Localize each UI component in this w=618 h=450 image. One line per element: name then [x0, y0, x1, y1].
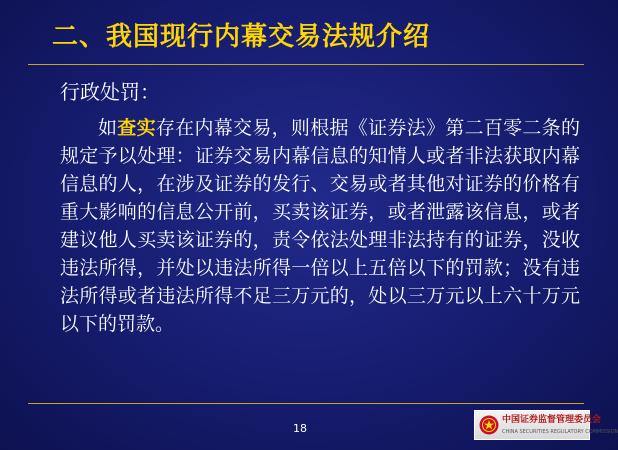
- csrc-logo: [474, 410, 618, 440]
- footer-divider: [28, 403, 584, 404]
- title-divider: [28, 64, 584, 65]
- body-paragraph: [60, 114, 580, 338]
- body-prefix: 如: [98, 117, 118, 139]
- logo-name: 中国证券监督管理委员会: [502, 415, 602, 425]
- page-number: 18: [293, 422, 307, 435]
- logo-name-english: CHINA SECURITIES REGULATORY COMMISSION: [502, 429, 618, 435]
- slide-title: 二、我国现行内幕交易法规介绍: [52, 22, 431, 52]
- body-rest: 存在内幕交易，则根据《证券法》第二百零二条的规定予以处理：证券交易内幕信息的知情人或者非法获取内幕信息的人，在涉及证券的发行、交易或者其他对证券的价格有重大影响的信息公开前，买卖该证券，或者泄露该信息，或者建议他人买卖该证券的，责令依法处理非法持有的证券，没收违法所得，并处以违法所得一倍以上五倍以下的罚款；没有违法所得或者违法所得不足三万元的，处以三万元以上六十万元以下的罚款。: [60, 117, 580, 335]
- section-subtitle: 行政处罚：: [60, 80, 160, 104]
- csrc-emblem-icon: [479, 415, 499, 435]
- highlighted-term: 查实: [117, 117, 156, 139]
